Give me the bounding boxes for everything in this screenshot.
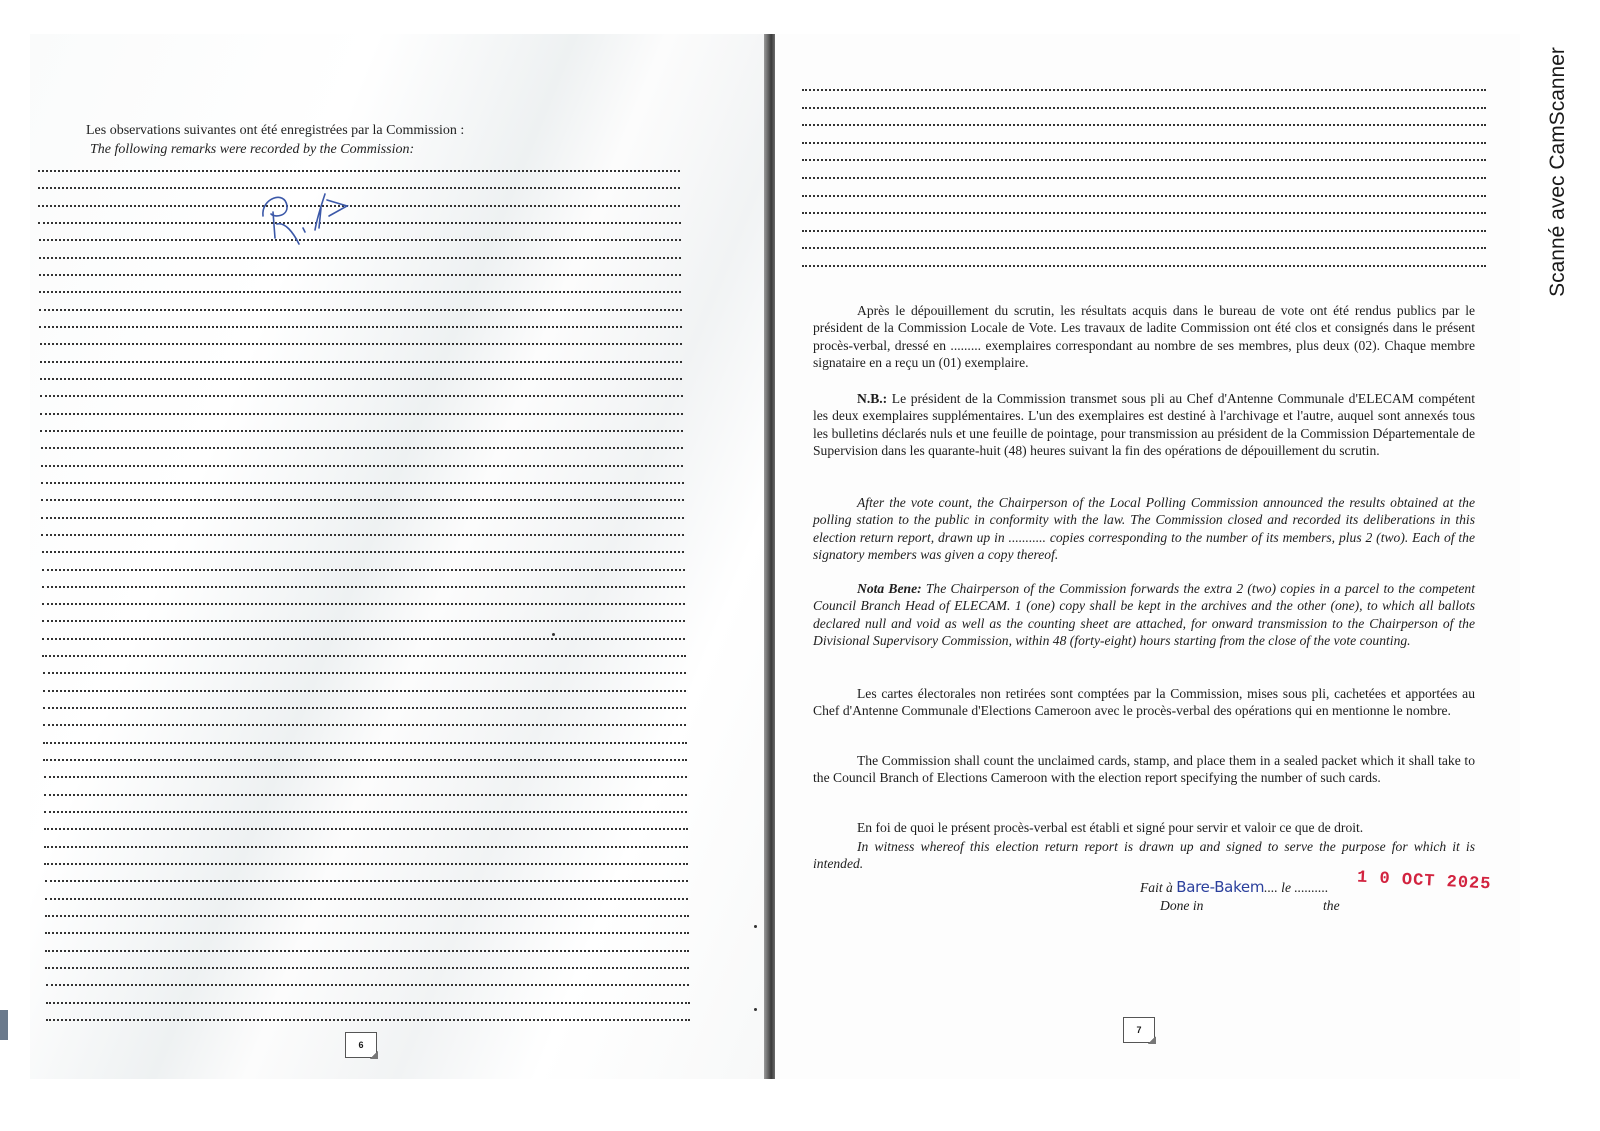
remark-line xyxy=(40,378,682,380)
nota-bene-label: Nota Bene: xyxy=(857,581,922,596)
remark-line xyxy=(45,915,689,917)
paragraph-cards-en xyxy=(813,752,1475,787)
paragraph-text: In witness whereof this election return report is drawn up and signed to serve the purpose for which it is intended. xyxy=(813,839,1475,872)
remark-line xyxy=(40,361,682,363)
handwritten-place: Bare-Bakem xyxy=(1176,878,1265,896)
paragraph-nota-bene-en xyxy=(813,580,1475,650)
paragraph-text: The Commission shall count the unclaimed cards, stamp, and place them in a sealed packet which it shall take to the Council Branch of Elections Cameroon with the election report specifying the number of such cards. xyxy=(813,753,1475,786)
le-label: le xyxy=(1281,880,1291,895)
date-stamp: 1 0 OCT 2025 xyxy=(1356,868,1492,895)
remark-line xyxy=(40,413,683,415)
blank-line xyxy=(802,212,1486,214)
remark-line xyxy=(40,395,683,397)
remark-line xyxy=(38,187,680,189)
blank-line xyxy=(802,124,1486,126)
remark-line xyxy=(39,326,682,328)
remark-line xyxy=(44,776,687,778)
remark-line xyxy=(43,672,686,674)
camscanner-watermark xyxy=(1548,30,1568,310)
remark-line xyxy=(46,984,689,986)
remark-line xyxy=(41,465,683,467)
blank-line xyxy=(802,107,1486,109)
done-in-label: Done in xyxy=(1160,898,1204,913)
remark-line xyxy=(44,828,688,830)
remark-line xyxy=(41,517,684,519)
remark-line xyxy=(42,655,686,657)
page-number-7: 7 xyxy=(1123,1017,1155,1043)
remark-line xyxy=(38,170,680,172)
paragraph-witness-en xyxy=(813,838,1475,873)
blank-line xyxy=(802,177,1486,179)
remark-line xyxy=(45,950,689,952)
remark-line xyxy=(42,586,685,588)
remarks-header-en: The following remarks were recorded by the Commission: xyxy=(90,142,415,157)
blank-line xyxy=(802,265,1486,267)
remark-line xyxy=(44,811,687,813)
paragraph-results-en xyxy=(813,494,1475,564)
handwritten-signature-icon xyxy=(255,188,355,258)
blank-line xyxy=(802,159,1486,161)
paragraph-text: After the vote count, the Chairperson of the Local Polling Commission announced the results obtained at the polling station to the public in conformity with the law. The Commission closed and recorded its deliberations in this election return report, drawn up in ........... copies corresponding to the number of its members, plus 2 (two). Each of the signatory members was given a copy thereof. xyxy=(813,495,1475,563)
remark-line xyxy=(39,257,681,259)
remark-line xyxy=(44,863,688,865)
paragraph-text: Les cartes électorales non retirées sont comptées par la Commission, mises sous pli, cachetées et apportées au Chef d'Antenne Communale d'Elections Cameroon avec le procès-verbal des opérations qui en mentionne le nombre. xyxy=(813,686,1475,719)
remark-line xyxy=(39,274,681,276)
paragraph-cards-fr xyxy=(813,685,1475,720)
paragraph-text: Après le dépouillement du scrutin, les résultats acquis dans le bureau de vote ont été rendus publics par le président de la Commission Locale de Vote. Les travaux de ladite Commission ont été clos et consignés dans le présent procès-verbal, dressé en ......... exemplaires correspondant au nombre de ses membres, plus deux (02). Chaque membre signataire en a reçu un (01) exemplaire. xyxy=(813,303,1475,371)
remark-line xyxy=(46,1002,690,1004)
remarks-header-fr: Les observations suivantes ont été enregistrées par la Commission : xyxy=(86,123,465,138)
remark-line xyxy=(44,794,687,796)
paragraph-results-fr xyxy=(813,302,1475,372)
scan-speck xyxy=(754,925,757,928)
remark-line xyxy=(42,620,685,622)
remark-line xyxy=(42,638,685,640)
remark-line xyxy=(42,551,684,553)
blank-line xyxy=(802,247,1486,249)
remark-line xyxy=(41,499,684,501)
remark-line xyxy=(40,430,683,432)
remark-line xyxy=(45,967,689,969)
remark-line xyxy=(38,222,681,224)
page-left xyxy=(30,34,768,1079)
scan-speck xyxy=(552,633,555,636)
scan-speck xyxy=(754,1008,757,1011)
blank-line xyxy=(802,89,1486,91)
paragraph-witness-fr xyxy=(813,819,1475,836)
blank-line xyxy=(802,230,1486,232)
remark-line xyxy=(43,724,686,726)
remark-line xyxy=(41,482,684,484)
the-label: the xyxy=(1323,898,1340,913)
remark-line xyxy=(44,846,688,848)
remark-line xyxy=(39,309,682,311)
paragraph-text: The Chairperson of the Commission forwards the extra 2 (two) copies in a parcel to the competent Council Branch Head of ELECAM. 1 (one) copy shall be kept in the archives and the other (one), to which all ballots declared null and void as well as the counting sheet are attached, for onward transmission to the Chairperson of the Divisional Supervisory Commission, within 48 (forty-eight) hours starting from the close of the vote counting. xyxy=(813,581,1475,649)
paragraph-text: Le président de la Commission transmet sous pli au Chef d'Antenne Communale d'ELECAM compétent les deux exemplaires supplémentaires. L'un des exemplaires est destiné à l'archivage et l'autre, auquel sont annexés tous les bulletins déclarés nuls et une feuille de pointage, pour transmission au président de la Commission Départementale de Supervision dans les quarante-huit (48) heures suivant la fin des opérations de dépouillement du scrutin. xyxy=(813,391,1475,459)
fait-label: Fait à xyxy=(1140,880,1173,895)
remark-line xyxy=(43,707,686,709)
remark-line xyxy=(42,569,685,571)
remark-line xyxy=(41,447,683,449)
done-at-line xyxy=(1140,878,1328,896)
nb-label: N.B.: xyxy=(857,391,888,406)
remark-line xyxy=(45,898,688,900)
remark-line xyxy=(38,205,680,207)
blank-line xyxy=(802,142,1486,144)
blank-line xyxy=(802,195,1486,197)
page-number-6: 6 xyxy=(345,1032,377,1058)
remark-line xyxy=(43,742,687,744)
remark-line xyxy=(45,880,688,882)
remark-line xyxy=(43,690,686,692)
place-dots: .... xyxy=(1264,880,1278,895)
remark-line xyxy=(42,603,685,605)
paragraph-nb-fr xyxy=(813,390,1475,460)
remark-line xyxy=(41,534,684,536)
paragraph-text: En foi de quoi le présent procès-verbal est établi et signé pour servir et valoir ce que de droit. xyxy=(857,820,1364,835)
remark-line xyxy=(46,1019,690,1021)
remark-line xyxy=(45,932,689,934)
date-dots: .......... xyxy=(1294,880,1329,895)
remark-line xyxy=(43,759,687,761)
watermark-text: Scanné avec CamScanner xyxy=(1546,47,1569,297)
scan-edge-artifact xyxy=(0,1010,8,1040)
remark-line xyxy=(40,343,682,345)
remark-line xyxy=(39,239,681,241)
remark-line xyxy=(39,291,681,293)
